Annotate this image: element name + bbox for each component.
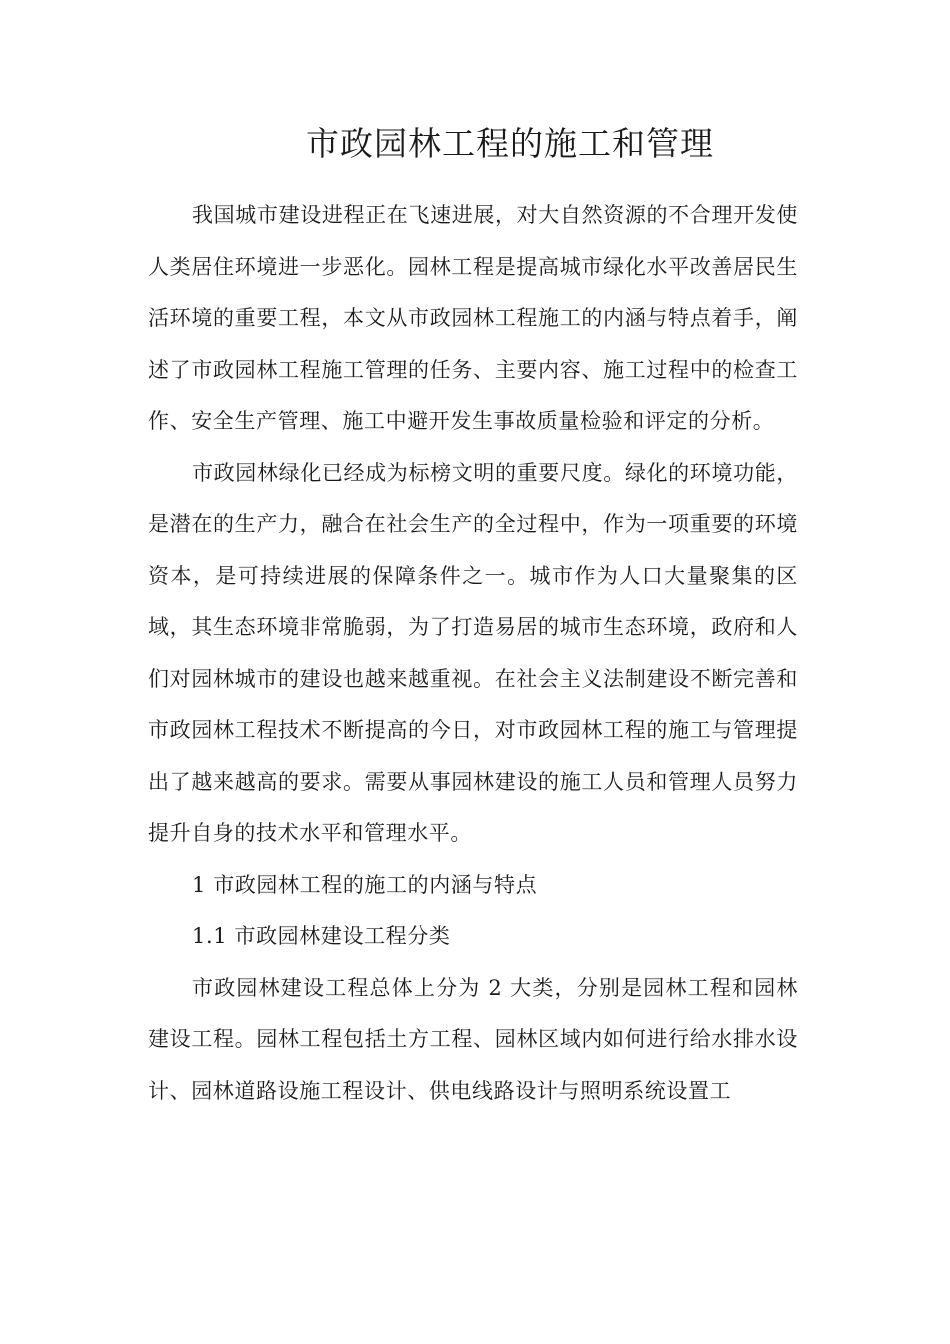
section-heading-1: 1 市政园林工程的施工的内涵与特点 bbox=[192, 872, 538, 897]
paragraph-background: 市政园林绿化已经成为标榜文明的重要尺度。绿化的环境功能，是潜在的生产力，融合在社会生产的全过程中，作为一项重要的环境资本，是可持续进展的保障条件之一。城市作为人口大量聚集的区域，其生态环境非常脆弱，为了打造易居的城市生态环境，政府和人们对园林城市的建设也越来越重视。在社会主义法制建设不断完善和市政园林工程技术不断提高的今日，对市政园林工程的施工与管理提出了越来越高的要求。需要从事园林建设的施工人员和管理人员努力提升自身的技术水平和管理水平。 bbox=[148, 460, 798, 845]
document-title: 市政园林工程的施工和管理 bbox=[306, 124, 714, 163]
paragraph-intro: 我国城市建设进程正在飞速进展，对大自然资源的不合理开发使人类居住环境进一步恶化。园林工程是提高城市绿化水平改善居民生活环境的重要工程，本文从市政园林工程施工的内涵与特点着手，阐述了市政园林工程施工管理的任务、主要内容、施工过程中的检查工作、安全生产管理、施工中避开发生事故质量检验和评定的分析。 bbox=[148, 203, 798, 433]
document-body bbox=[148, 190, 798, 1117]
section-heading-1-1: 1.1 市政园林建设工程分类 bbox=[192, 924, 451, 948]
paragraph-classification: 市政园林建设工程总体上分为 2 大类，分别是园林工程和园林建设工程。园林工程包括土方工程、园林区域内如何进行给水排水设计、园林道路设施工程设计、供电线路设计与照明系统设置工 bbox=[148, 975, 798, 1103]
